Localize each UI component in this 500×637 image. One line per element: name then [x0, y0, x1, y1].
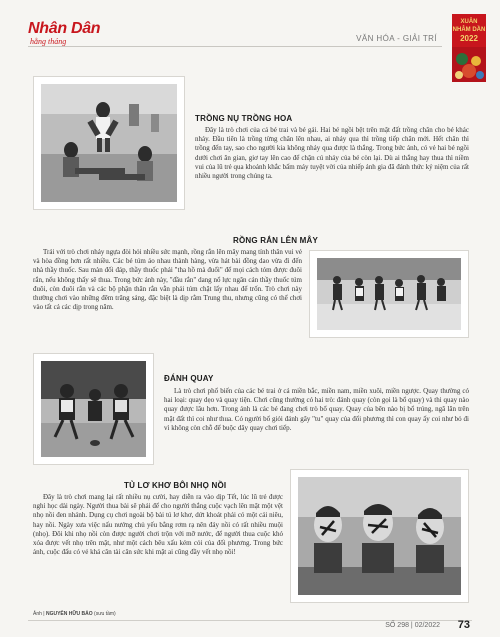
- tet-badge: [452, 14, 486, 82]
- badge-line-1: XUÂN: [460, 19, 478, 25]
- credit-name: NGUYỄN HỮU BẢO: [45, 611, 93, 617]
- article-body-4: Đây là trò chơi mang lại rất nhiều nụ cười, hay diễn ra vào dịp Tết, lúc lũ trẻ được nghỉ học dài ngày. Người thua bài sẽ phải để cho người thắng cuộc vạch lên mặt một vệt nhọ nồi đen nhánh. Dụng cụ chơi ngoài bộ bài tú lơ khơ, dứt khoát phải có một cái niêu, hay nồi. Ngày xưa việc nấu nướng chủ yếu bằng rơm rạ nên đáy nồi có rất nhiều muội (nhọ). Đôi khi nhọ nồi còn được người chơi trộn với mỡ nước, để người thua cuộc khó xóa được vết nhọ trên mặt, như một cách bêu xấu kém cỏi của đối phương. Trong bức ảnh, cuộc đấu có vẻ khá căn tài cân sức khi mặt ai cũng đầy vết nhọ nồi!: [33, 493, 283, 557]
- badge-line-2: NHÂM DẦN: [452, 27, 486, 33]
- header-divider: [28, 46, 442, 47]
- photo-rong-ran-len-may: [309, 250, 469, 338]
- article-title-3: ĐÁNH QUAY: [164, 374, 214, 383]
- section-label: VĂN HÓA - GIẢI TRÍ: [356, 34, 437, 43]
- badge-line-3: 2022: [460, 34, 478, 43]
- badge-artwork: [452, 47, 486, 82]
- article-body-3: Là trò chơi phổ biến của các bé trai ở cả miền bắc, miền nam, miền xuôi, miền ngược. Quay thường có hai loại: quay dẹo và quay tiện. Chơi cũng thường có hai trò: đánh quay (còn gọi là bổ quay) và thi quay nào quay được lâu hơn. Trong ảnh là các bé đang chơi trò bổ quay. Quay của bên nào bị bổ trúng, ngã lăn trên mặt đất thì coi như thua. Có người bổ giỏi đánh gãy "tu" quay của đối phương thì con quay ấy coi như bỏ đi vì không còn chỗ để buộc dây quay chơi tiếp.: [164, 387, 469, 432]
- logo-subtitle: hằng tháng: [30, 37, 67, 46]
- credit-suffix: (sưu tầm): [94, 611, 116, 617]
- logo-title: Nhân Dân: [28, 20, 101, 37]
- photo-credit: [33, 611, 116, 617]
- article-title-2: RỒNG RẮN LÊN MÂY: [233, 236, 318, 245]
- article-title-4: TỦ LƠ KHƠ BÔI NHỌ NỒI: [124, 481, 227, 490]
- photo-danh-quay: [33, 353, 154, 465]
- issue-label: SỐ 298 | 02/2022: [385, 622, 440, 629]
- article-body-1: Đây là trò chơi của cả bé trai và bé gái. Hai bé ngồi bệt trên mặt đất trồng chân cho bé khác nhảy. Đầu tiên là trồng từng chân lên nhau, ai nhảy qua thì trồng tiếp chân mới. Hết chân thì trồng đến tay, sao cho người kia không nhảy qua được là thắng. Trong bức ảnh, có vẻ hai bé ngồi dưới chơi ăn gian, giơ tay lên cao để chặn cú nhảy của bé còn lại. Dù ai thắng hay thua thì niềm vui của lũ trẻ qua khoảnh khắc bấm máy tuyệt vời của nhiếp ảnh gia đã đánh thức ký niệm của rất nhiều người trong chúng ta.: [195, 126, 469, 181]
- photo-trong-nu-trong-hoa: [33, 76, 185, 210]
- credit-prefix: Ảnh |: [33, 611, 45, 617]
- photo-tu-lo-kho: [290, 469, 469, 603]
- article-body-2: Trái với trò chơi nhảy ngựa đòi hỏi nhiều sức mạnh, rồng rắn lên mây mang tính thân vui vẻ và hòa đồng hơn rất nhiều. Các bé túm áo nhau thành hàng, vừa hát bài đồng dao vừa đi đến nhà thầy thuốc. Sau màn đối đáp, thầy thuốc phải "tha hồ mà đuổi" để mọi cách tóm được đuôi rắn, nếu không thấy sẽ thua. Trong bức ảnh này, "đầu rắn" dang nổ lực ngăn cản thầy thuốc túm đuôi, còn đuôi rắn và các bộ phận thân rắn vẫn phải túm chặt lấy nhau để trốn. Trò chơi này thường chơi vào những đêm trăng sáng, đặc biệt là dịp rằm Trung thu, nhưng cũng có thể chơi vào tất cả các dịp trong năm.: [33, 248, 302, 312]
- page-number: 73: [457, 619, 470, 631]
- footer-divider: [28, 620, 472, 621]
- article-title-1: TRỒNG NỤ TRỒNG HOA: [195, 114, 293, 123]
